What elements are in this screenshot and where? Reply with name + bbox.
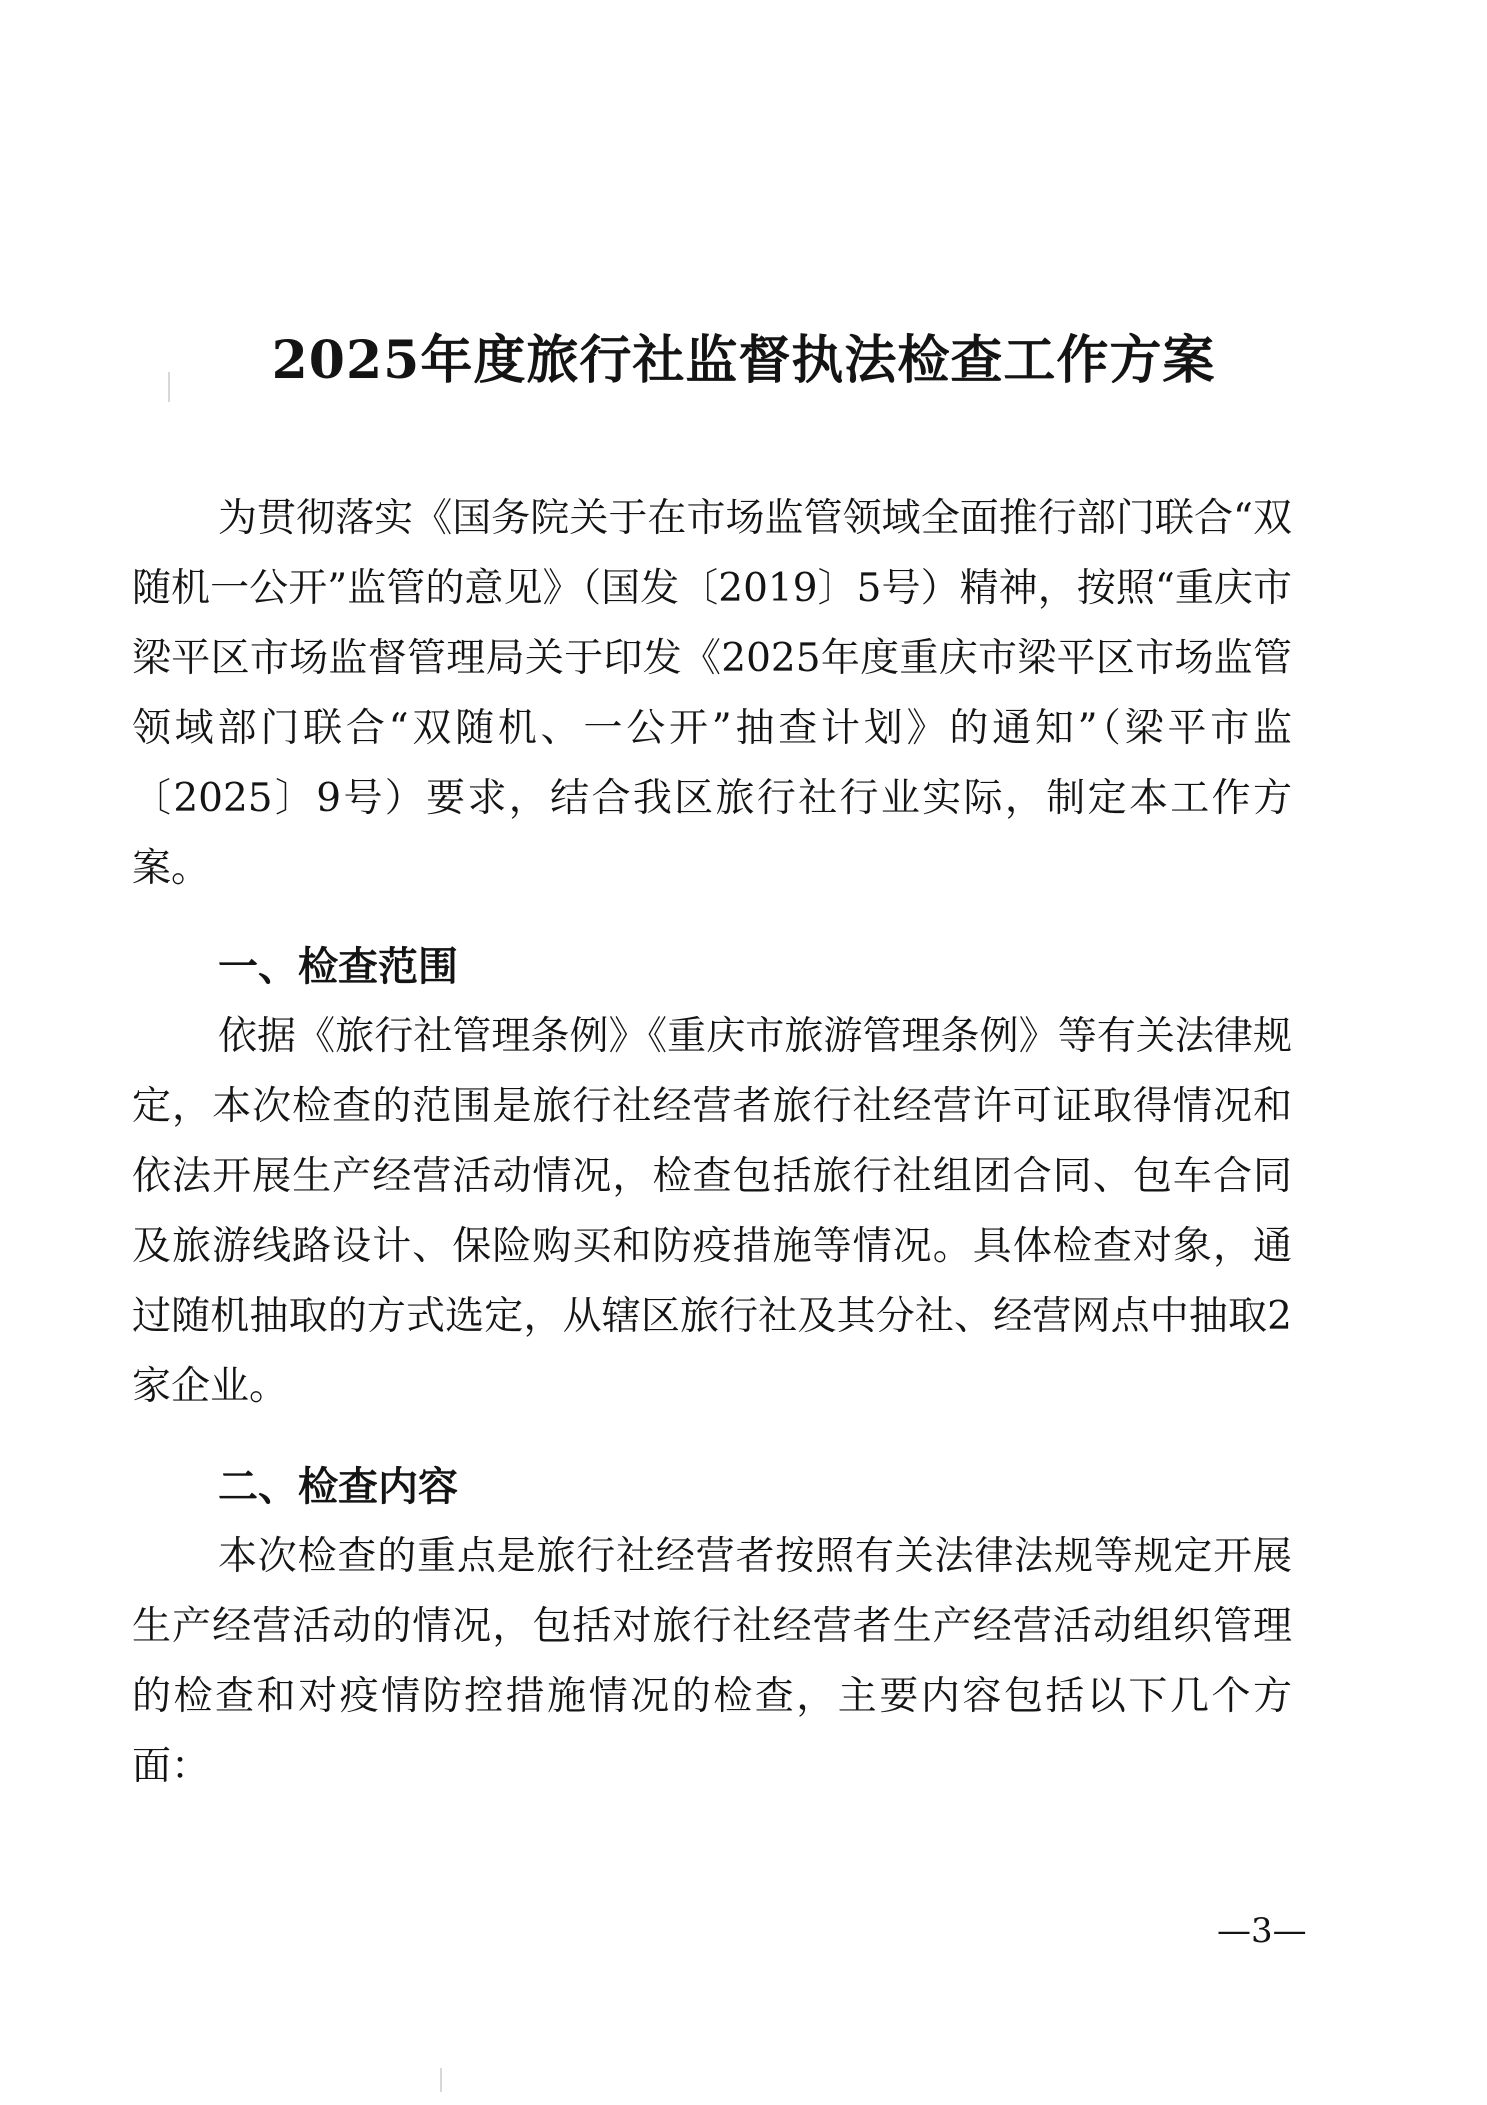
page-number: —3—	[1217, 1911, 1307, 1951]
section-heading-scope: 一、检查范围	[218, 944, 458, 990]
intro-paragraph: 为贯彻落实《国务院关于在市场监管领域全面推行部门联合“双随机一公开”监管的意见》（国发〔2019〕5号）精神，按照“重庆市梁平区市场监督管理局关于印发《2025年度重庆市梁平区市场监管领域部门联合“双随机、一公开”抽查计划》的通知”（梁平市监〔2025〕9号）要求，结合我区旅行社行业实际，制定本工作方案。	[132, 496, 1292, 891]
section-heading-content: 二、检查内容	[218, 1464, 458, 1510]
section-paragraph-content: 本次检查的重点是旅行社经营者按照有关法律法规等规定开展生产经营活动的情况，包括对旅行社经营者生产经营活动组织管理的检查和对疫情防控措施情况的检查，主要内容包括以下几个方面：	[132, 1534, 1292, 1789]
document-title: 2025年度旅行社监督执法检查工作方案	[271, 330, 1216, 391]
section-paragraph-scope: 依据《旅行社管理条例》《重庆市旅游管理条例》等有关法律规定，本次检查的范围是旅行社经营者旅行社经营许可证取得情况和依法开展生产经营活动情况，检查包括旅行社组团合同、包车合同及旅游线路设计、保险购买和防疫措施等情况。具体检查对象，通过随机抽取的方式选定，从辖区旅行社及其分社、经营网点中抽取2家企业。	[132, 1014, 1292, 1409]
scan-edge-mark	[440, 2068, 442, 2092]
